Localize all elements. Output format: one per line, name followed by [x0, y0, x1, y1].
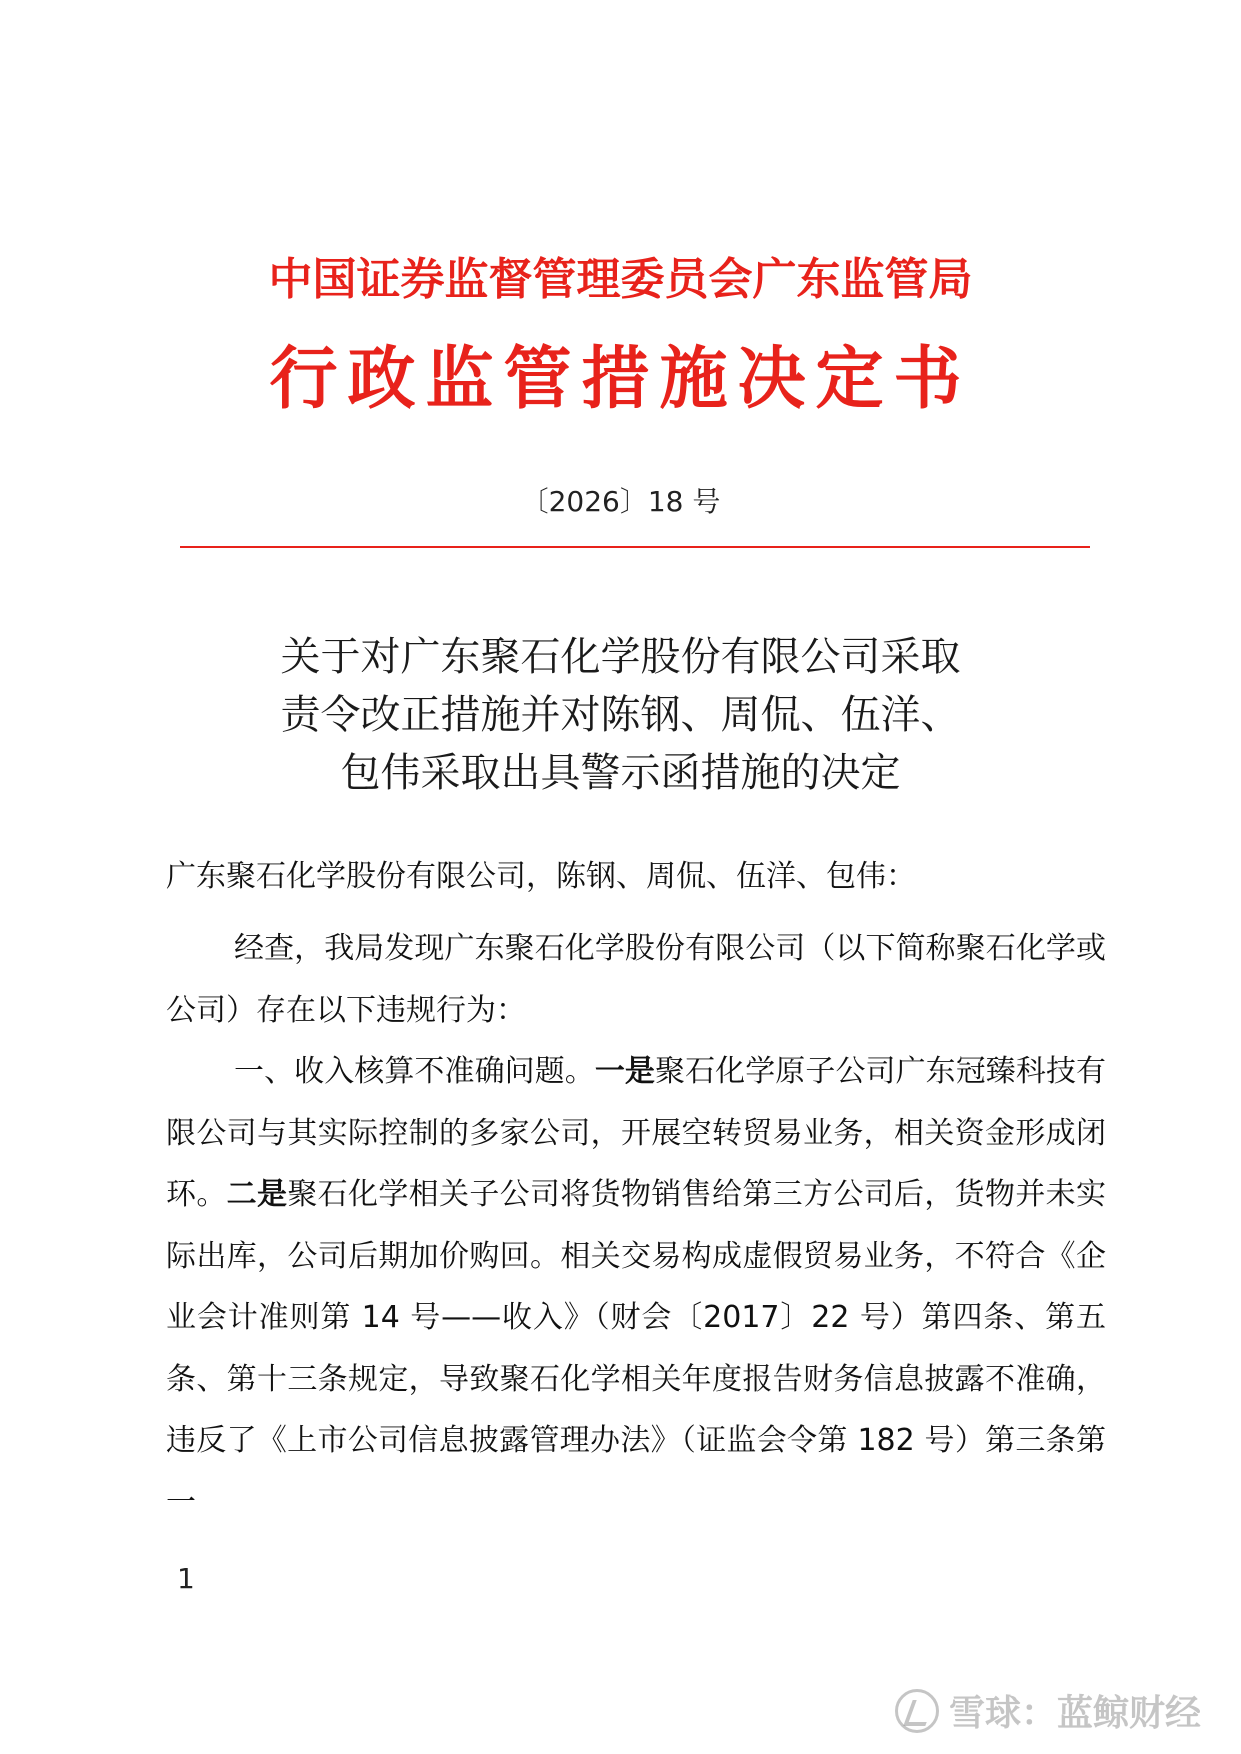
- point-1-text: 聚石化学原子公司广东冠臻科技有限公司与其实际控制的多家公司，开展空转贸易业务，相关资金形成闭环。: [166, 1054, 1107, 1212]
- document-type-title: 行政监管措施决定书: [269, 340, 972, 419]
- bold-point-1: 一是: [594, 1054, 656, 1089]
- snowball-logo-icon: [895, 1689, 939, 1733]
- paragraph-findings-intro: 经查，我局发现广东聚石化学股份有限公司（以下简称聚石化学或公司）存在以下违规行为：: [166, 931, 1106, 1028]
- page-number: 1: [177, 1562, 195, 1595]
- point-2-text: 聚石化学相关子公司将货物销售给第三方公司后，货物并未实际出库，公司后期加价购回。相关交易构成虚假贸易业务，不符合《企业会计准则第 14 号——收入》（财会〔2017〕22 号）第四条、第五条、第十三条规定，导致聚石化学相关年度报告财务信息披露不准确，违反了《上市公司信息披露管理办法》（证监会令第 182 号）第三条第一: [166, 1177, 1107, 1520]
- body-text: [166, 918, 1106, 1533]
- subject-line-1: 关于对广东聚石化学股份有限公司采取: [280, 634, 961, 680]
- subject-line-2: 责令改正措施并对陈钢、周侃、伍洋、: [280, 692, 961, 738]
- bold-point-2: 二是: [226, 1177, 288, 1212]
- document-number: 〔2026〕18 号: [520, 485, 721, 518]
- watermark-text: 雪球：蓝鲸财经: [948, 1693, 1201, 1734]
- watermark: [895, 1685, 1201, 1736]
- addressee-line: 广东聚石化学股份有限公司，陈钢、周侃、伍洋、包伟：: [166, 859, 916, 894]
- red-divider-line: [180, 546, 1090, 548]
- issuer-title: 中国证券监督管理委员会广东监管局: [268, 254, 973, 305]
- paragraph-revenue-issue: [166, 1041, 1106, 1533]
- subject-line-3: 包伟采取出具警示函措施的决定: [340, 750, 901, 796]
- issue-heading: 一、收入核算不准确问题。: [234, 1054, 595, 1089]
- subject-heading: [0, 628, 1241, 802]
